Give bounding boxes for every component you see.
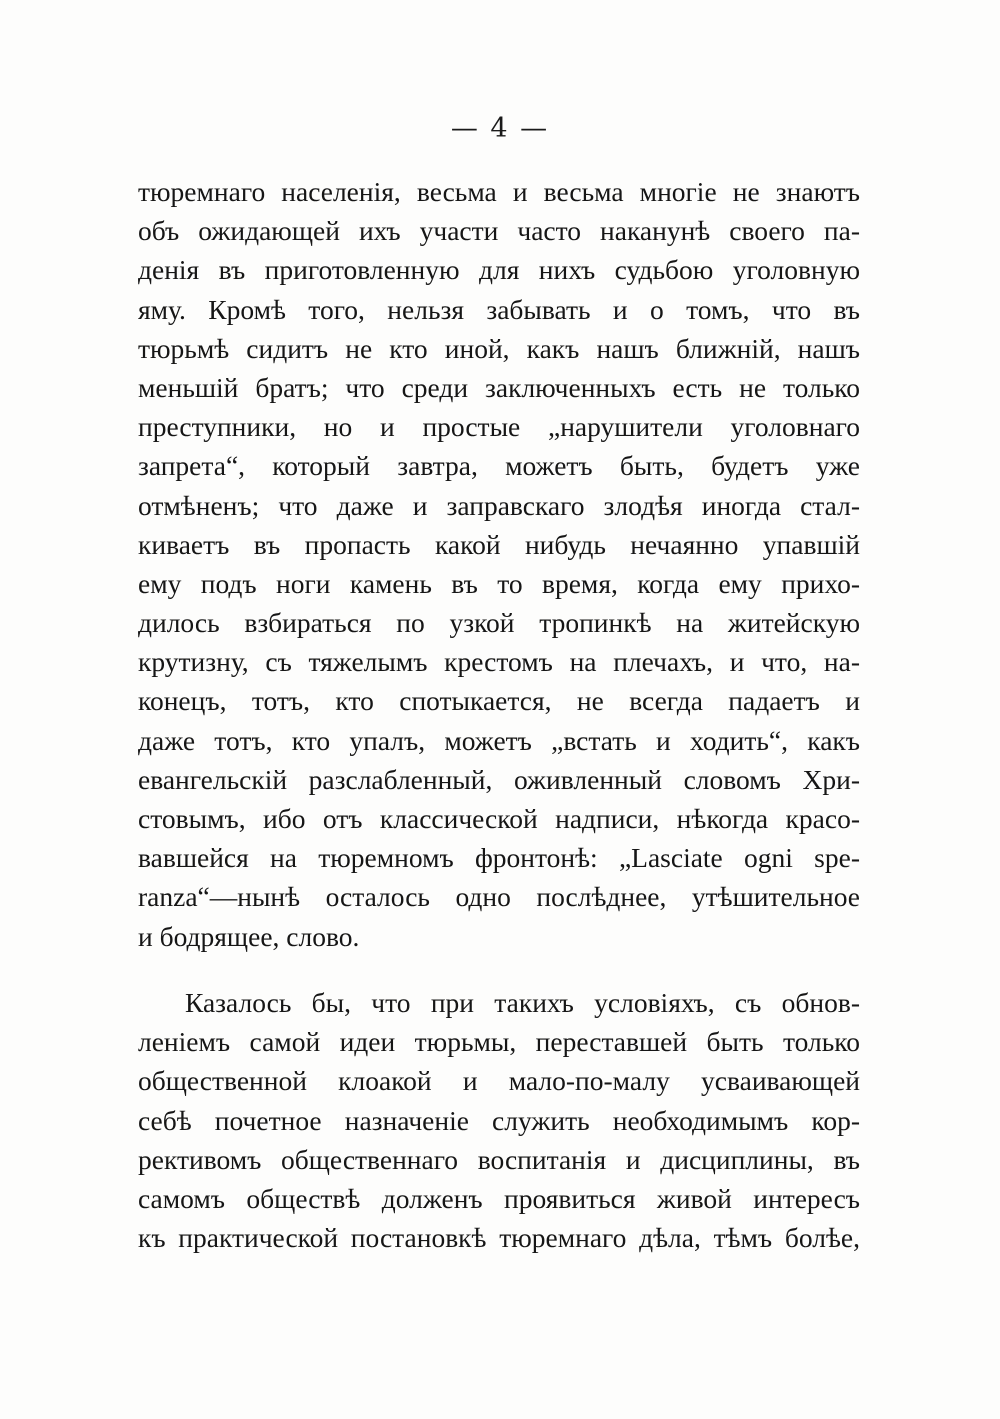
text-line: яму. Кромѣ того, нельзя забывать и о томъ, что въ [138, 293, 860, 325]
text-line: крутизну, съ тяжелымъ крестомъ на плечахъ, и что, на- [138, 646, 860, 678]
text-line: рективомъ общественнаго воспитанія и дисциплины, въ [138, 1143, 860, 1175]
text-line: ему подъ ноги камень въ то время, когда ему прихо- [138, 567, 860, 599]
text-line: Казалось бы, что при такихъ условіяхъ, съ обнов- [185, 987, 860, 1018]
text-line: отмѣненъ; что даже и заправскаго злодѣя иногда стал- [138, 489, 860, 521]
text-line: евангельскій разслабленный, оживленный словомъ Хри- [138, 763, 860, 795]
paragraph-1 [138, 172, 860, 956]
text-line: преступники, но и простые „нарушители уголовнаго [138, 411, 860, 443]
text-line: денія въ приготовленную для нихъ судьбою уголовную [138, 254, 860, 286]
text-line: тюрьмѣ сидитъ не кто иной, какъ нашъ ближній, нашъ [138, 332, 860, 364]
text-line: тюремнаго населенія, весьма и весьма многіе не знаютъ [138, 176, 860, 207]
text-line: меньшій братъ; что среди заключенныхъ есть не только [138, 371, 860, 403]
text-line: ranza“—нынѣ осталось одно послѣднее, утѣшительное [138, 881, 860, 913]
text-line: себѣ почетное назначеніе служить необходимымъ кор- [138, 1104, 860, 1136]
text-line: общественной клоакой и мало-по-малу усваивающей [138, 1065, 860, 1097]
text-line: киваетъ въ пропасть какой нибудь нечаянно упавшій [138, 528, 860, 560]
text-line: и бодрящее, слово. [138, 920, 360, 952]
page-number: — 4 — [450, 113, 550, 144]
text-line: къ практической постановкѣ тюремнаго дѣла, тѣмъ болѣе, [138, 1222, 860, 1254]
text-line: стовымъ, ибо отъ классической надписи, нѣкогда красо- [138, 803, 860, 834]
text-line: самомъ обществѣ долженъ проявиться живой интересъ [138, 1182, 860, 1214]
text-line: запрета“, который завтра, можетъ быть, будетъ уже [138, 450, 860, 482]
text-line: леніемъ самой идеи тюрьмы, переставшей быть только [138, 1026, 860, 1058]
text-line: конецъ, тотъ, кто спотыкается, не всегда падаетъ и [138, 685, 860, 717]
text-line: вавшейся на тюремномъ фронтонѣ: „Lasciate ogni spe- [138, 842, 860, 874]
text-line: дилось взбираться по узкой тропинкѣ на житейскую [138, 607, 860, 639]
paragraph-2 [138, 983, 860, 1257]
text-line: объ ожидающей ихъ участи часто наканунѣ своего па- [138, 215, 860, 247]
text-line: даже тотъ, кто упалъ, можетъ „встать и ходить“, какъ [138, 724, 860, 756]
